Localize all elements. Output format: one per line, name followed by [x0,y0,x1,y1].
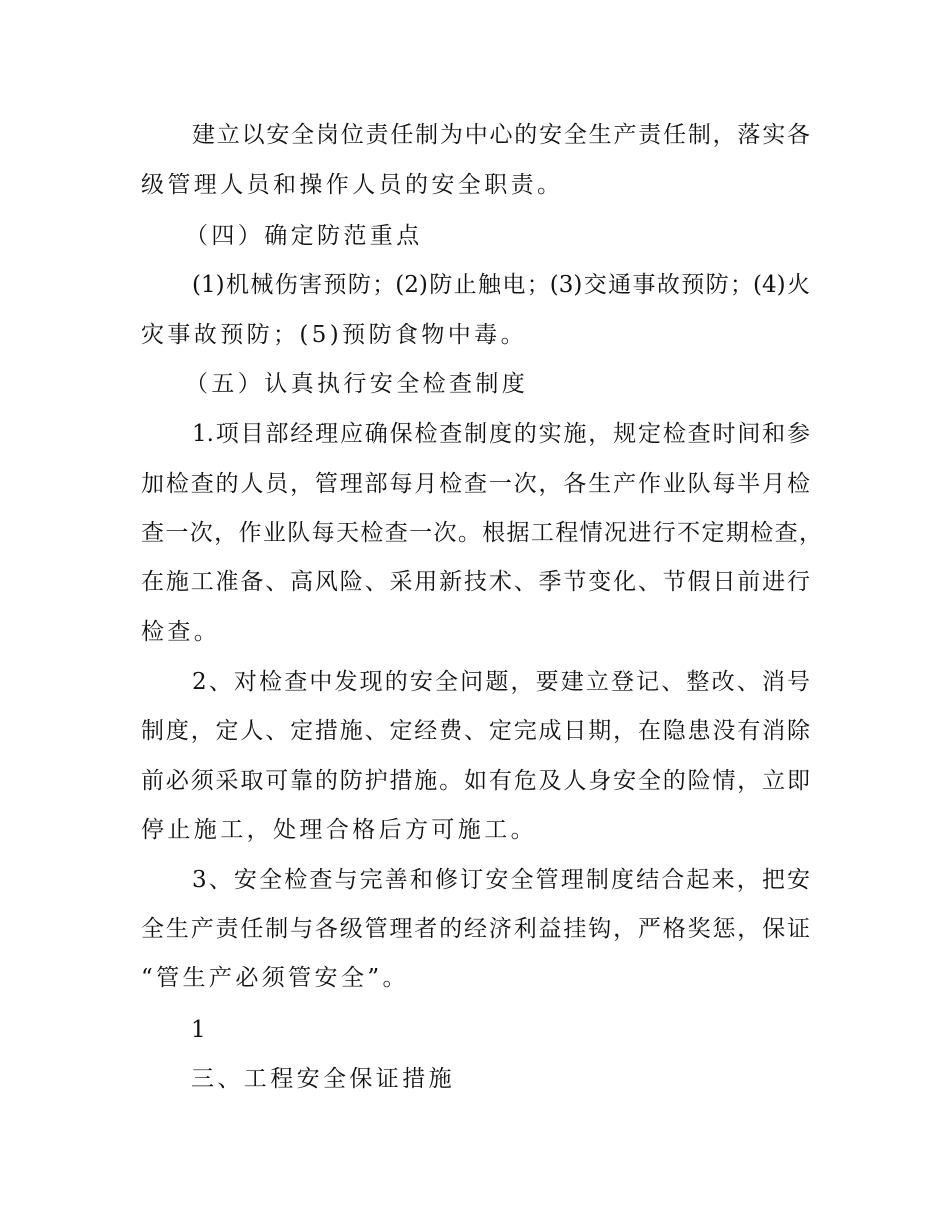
item-1-line-4: 在施工准备、高风险、采用新技术、季节变化、节假日前进行 [141,569,810,595]
item-2-line-2: 制度，定人、定措施、定经费、定完成日期，在隐患没有消除 [141,718,810,744]
item-1-line-1: 1.项目部经理应确保检查制度的实施，规定检查时间和参 [192,421,810,447]
paragraph-1-line-2: 级管理人员和操作人员的安全职责。 [141,172,564,198]
item-2-line-3: 前必须采取可靠的防护措施。如有危及人身安全的险情，立即 [141,768,810,794]
item-3-line-2: 全生产责任制与各级管理者的经济利益挂钩，严格奖惩，保证 [141,916,810,942]
paragraph-1-line-1: 建立以安全岗位责任制为中心的安全生产责任制，落实各 [192,122,810,148]
heading-section-three: 三、工程安全保证措施 [191,1066,455,1092]
heading-section-5: （五）认真执行安全检查制度 [185,371,529,397]
item-1-line-5: 检查。 [141,619,221,645]
paragraph-2-line-2: 灾事故预防；(5)预防食物中毒。 [141,322,527,348]
heading-section-4: （四）确定防范重点 [185,223,423,249]
page-number: 1 [191,1017,210,1043]
item-2-line-1: 2、对检查中发现的安全问题，要建立登记、整改、消号 [192,669,810,695]
paragraph-2-line-1: (1)机械伤害预防；(2)防止触电；(3)交通事故预防；(4)火 [192,272,810,298]
item-3-line-3: “管生产必须管安全”。 [141,965,409,991]
item-3-line-1: 3、安全检查与完善和修订安全管理制度结合起来，把安 [192,867,810,893]
item-1-line-3: 查一次，作业队每天检查一次。根据工程情况进行不定期检查， [141,520,822,546]
item-2-line-4: 停止施工，处理合格后方可施工。 [141,817,537,843]
item-1-line-2: 加检查的人员，管理部每月检查一次，各生产作业队每半月检 [141,471,810,497]
